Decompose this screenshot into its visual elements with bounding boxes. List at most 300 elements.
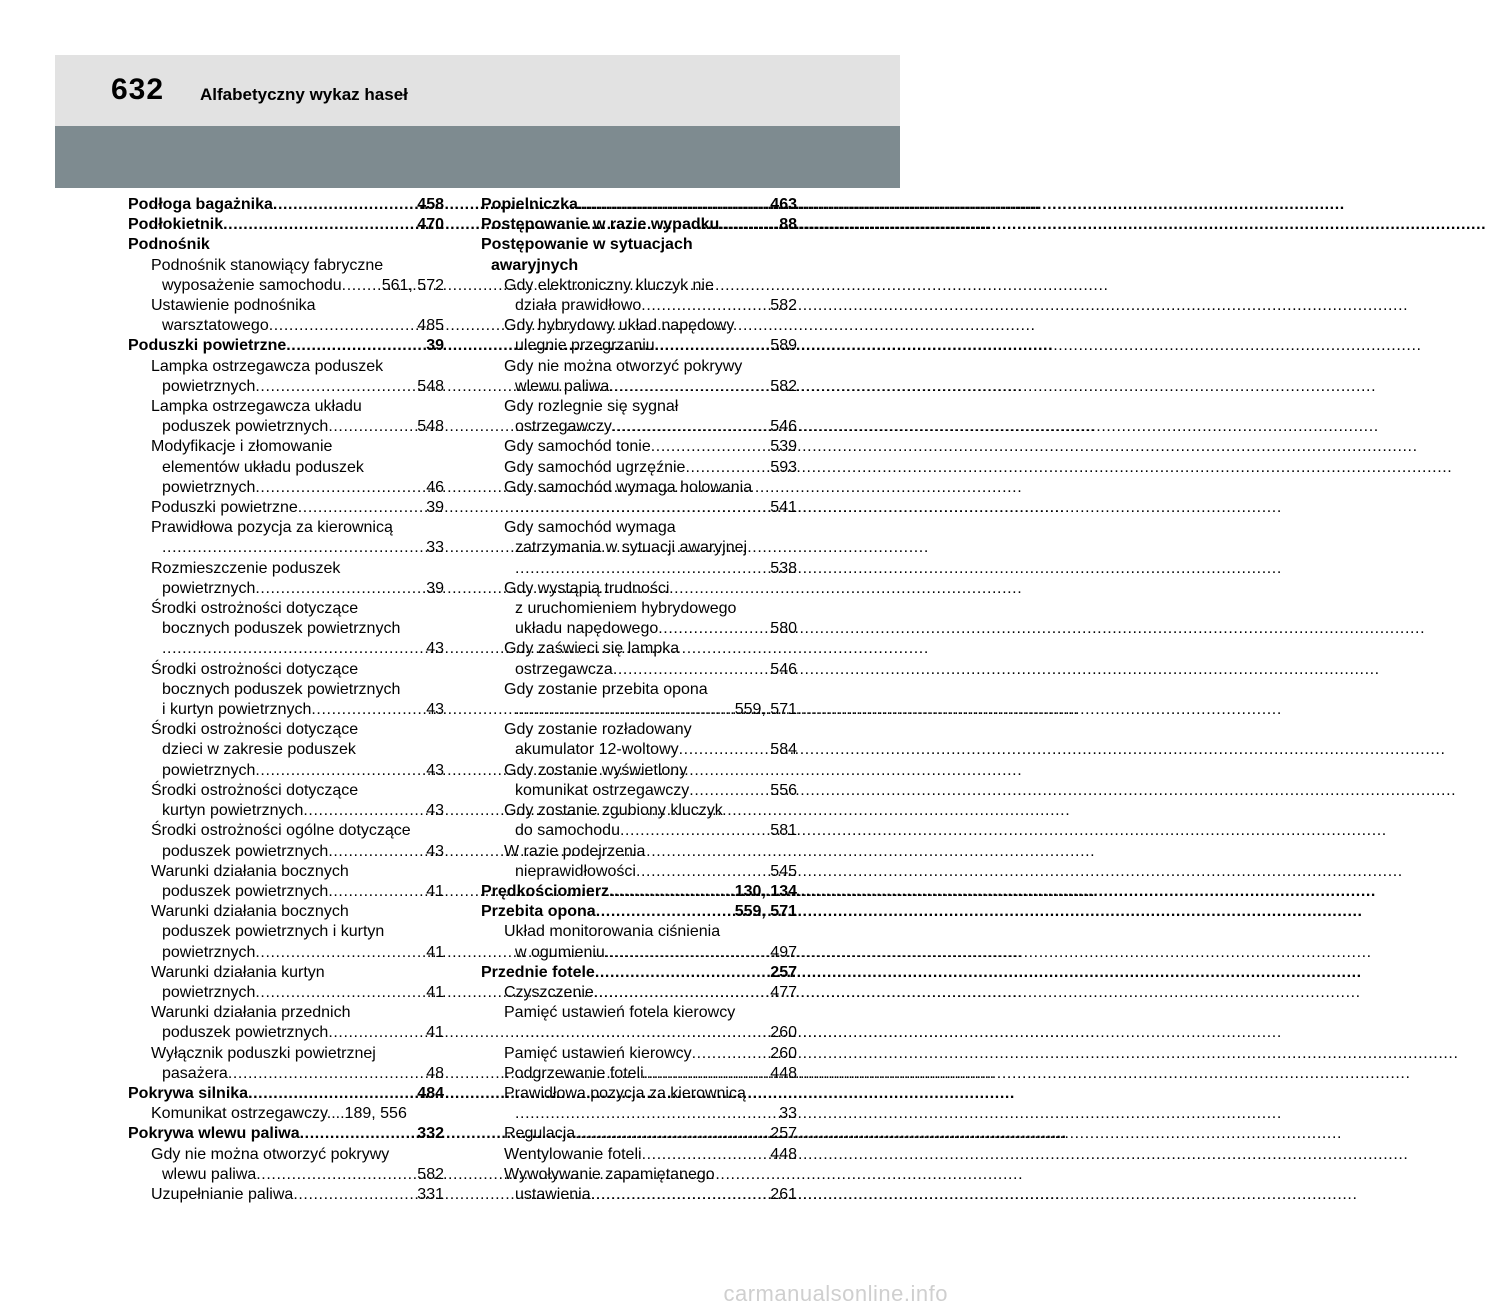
dot-leader bbox=[328, 842, 426, 862]
dot-leader bbox=[328, 1023, 426, 1043]
entry-text: Wywoływanie zapamiętanego bbox=[504, 1165, 715, 1183]
dot-leader bbox=[515, 1104, 779, 1124]
entry-page: 332 bbox=[417, 1125, 444, 1143]
index-entry bbox=[128, 377, 444, 397]
entry-page: 39 bbox=[426, 499, 444, 517]
index-entry bbox=[481, 1064, 797, 1084]
index-entry bbox=[481, 458, 797, 478]
index-entry bbox=[481, 842, 797, 862]
index-entry bbox=[128, 498, 444, 518]
entry-text: Postępowanie w razie wypadku bbox=[481, 216, 720, 234]
entry-text: Podgrzewanie foteli bbox=[504, 1064, 644, 1082]
entry-text: Gdy nie można otworzyć pokrywy bbox=[504, 357, 743, 375]
index-entry bbox=[128, 538, 444, 558]
index-entry bbox=[128, 801, 444, 821]
index-entry bbox=[481, 235, 797, 255]
index-entry bbox=[128, 256, 444, 276]
dot-leader bbox=[255, 761, 426, 781]
entry-text: Wyłącznik poduszki powietrznej bbox=[151, 1044, 376, 1062]
index-entry bbox=[481, 518, 797, 538]
entry-text: poduszek powietrznych bbox=[162, 418, 329, 436]
entry-page: 497 bbox=[770, 943, 797, 961]
entry-page: 260 bbox=[770, 1024, 797, 1042]
entry-page: 130, 134 bbox=[734, 882, 797, 900]
dot-leader bbox=[594, 983, 770, 1003]
entry-text: wyposażenie samochodu bbox=[162, 276, 342, 294]
entry-text: Popielniczka bbox=[481, 196, 578, 213]
entry-text: Gdy hybrydowy układ napędowy bbox=[504, 317, 735, 335]
entry-text: bocznych poduszek powietrznych bbox=[162, 620, 401, 638]
entry-text: Regulacja bbox=[504, 1125, 576, 1143]
index-entry bbox=[128, 660, 444, 680]
entry-text: komunikat ostrzegawczy bbox=[515, 781, 690, 799]
entry-text: Gdy zostanie rozładowany bbox=[504, 721, 692, 739]
entry-text: poduszek powietrznych i kurtyn bbox=[162, 923, 385, 941]
entry-page: 546 bbox=[770, 660, 797, 678]
dot-leader bbox=[342, 276, 382, 296]
entry-text: Lampka ostrzegawcza poduszek bbox=[151, 357, 384, 375]
dot-leader bbox=[620, 821, 770, 841]
index-entry bbox=[481, 781, 797, 801]
entry-text: Przednie fotele bbox=[481, 963, 595, 981]
dot-leader bbox=[256, 1165, 417, 1185]
entry-text: Gdy samochód tonie bbox=[504, 438, 651, 456]
dot-leader bbox=[609, 377, 770, 397]
entry-text: Gdy elektroniczny kluczyk nie bbox=[504, 276, 714, 294]
index-entry bbox=[128, 943, 444, 963]
dot-leader bbox=[515, 700, 735, 720]
page-number: 632 bbox=[111, 73, 165, 106]
entry-page: 41 bbox=[426, 983, 444, 1001]
entry-text: dzieci w zakresie poduszek bbox=[162, 741, 356, 759]
index-entry bbox=[481, 559, 797, 579]
entry-text: Podłoga bagażnika bbox=[128, 196, 273, 213]
index-entry bbox=[481, 1044, 797, 1064]
entry-page: 582 bbox=[770, 377, 797, 395]
index-entry bbox=[128, 437, 444, 457]
dot-leader bbox=[515, 498, 770, 518]
entry-text: Środki ostrożności ogólne dotyczące bbox=[151, 822, 411, 840]
index-entry bbox=[128, 1185, 444, 1205]
entry-text: pasażera bbox=[162, 1064, 228, 1082]
page-header bbox=[55, 55, 900, 131]
index-entry bbox=[128, 1145, 444, 1165]
dot-leader bbox=[300, 1124, 418, 1144]
index-entry bbox=[481, 882, 797, 902]
dot-leader bbox=[658, 619, 770, 639]
entry-text: i kurtyn powietrznych bbox=[162, 701, 312, 719]
entry-page: 477 bbox=[770, 983, 797, 1001]
dot-leader bbox=[303, 801, 426, 821]
index-entry bbox=[128, 922, 444, 942]
entry-text: do samochodu bbox=[515, 822, 620, 840]
index-entry bbox=[481, 336, 797, 356]
header-title: Alfabetyczny wykaz haseł bbox=[200, 85, 408, 104]
entry-page: 448 bbox=[770, 1064, 797, 1082]
entry-text: Prawidłowa pozycja za kierownicą bbox=[504, 1084, 746, 1102]
index-entry bbox=[128, 882, 444, 902]
index-entry bbox=[128, 639, 444, 659]
dot-leader bbox=[719, 215, 779, 235]
dot-leader bbox=[248, 1084, 417, 1104]
dot-leader bbox=[286, 336, 426, 356]
index-entry bbox=[481, 215, 797, 235]
entry-text: układu napędowego bbox=[515, 620, 659, 638]
dot-leader bbox=[328, 417, 417, 437]
index-entry bbox=[128, 357, 444, 377]
entry-text: Poduszki powietrzne bbox=[151, 499, 298, 517]
entry-text: Gdy samochód wymaga holowania bbox=[504, 478, 753, 496]
dot-leader bbox=[578, 195, 770, 215]
index-entry bbox=[128, 1165, 444, 1185]
index-entry bbox=[128, 559, 444, 579]
entry-page: 485 bbox=[417, 317, 444, 335]
dot-leader bbox=[591, 1185, 771, 1205]
entry-text: Gdy samochód wymaga bbox=[504, 519, 676, 537]
index-entry bbox=[481, 1003, 797, 1023]
index-entry bbox=[128, 1104, 444, 1124]
entry-page: 39 bbox=[426, 337, 444, 355]
index-entry bbox=[481, 397, 797, 417]
index-entry bbox=[481, 357, 797, 377]
entry-page: 88 bbox=[779, 216, 797, 234]
dot-leader bbox=[605, 943, 770, 963]
dot-leader bbox=[255, 478, 426, 498]
index-entry bbox=[128, 842, 444, 862]
index-entry bbox=[128, 700, 444, 720]
index-entry bbox=[128, 1023, 444, 1043]
index-entry bbox=[481, 417, 797, 437]
index-column-right bbox=[481, 195, 797, 1205]
entry-text: Gdy zostanie zgubiony kluczyk bbox=[504, 802, 723, 820]
dot-leader bbox=[162, 639, 426, 659]
entry-text: wlewu paliwa bbox=[515, 377, 610, 395]
entry-page: 43 bbox=[426, 640, 444, 658]
entry-page: 559, 571 bbox=[734, 701, 797, 719]
index-entry bbox=[128, 902, 444, 922]
entry-text: Przebita opona bbox=[481, 903, 596, 921]
index-entry bbox=[481, 801, 797, 821]
index-entry bbox=[481, 256, 797, 276]
index-entry bbox=[128, 518, 444, 538]
entry-page: 548 bbox=[417, 377, 444, 395]
entry-text: powietrznych bbox=[162, 983, 256, 1001]
index-entry bbox=[481, 862, 797, 882]
entry-page: 33 bbox=[426, 539, 444, 557]
entry-text: powietrznych bbox=[162, 377, 256, 395]
index-entry bbox=[128, 458, 444, 478]
index-entry bbox=[481, 498, 797, 518]
index-entry bbox=[481, 316, 797, 336]
index-entry bbox=[481, 902, 797, 922]
entry-text: Środki ostrożności dotyczące bbox=[151, 600, 359, 618]
index-entry bbox=[481, 740, 797, 760]
entry-page: 331 bbox=[417, 1185, 444, 1203]
entry-text: Rozmieszczenie poduszek bbox=[151, 559, 341, 577]
index-entry bbox=[128, 821, 444, 841]
index-column-left bbox=[128, 195, 444, 1205]
entry-text: Podłokietnik bbox=[128, 216, 224, 234]
dot-leader bbox=[255, 943, 426, 963]
index-entry bbox=[481, 660, 797, 680]
entry-page: 260 bbox=[770, 1044, 797, 1062]
entry-page: 43 bbox=[426, 802, 444, 820]
entry-text: Środki ostrożności dotyczące bbox=[151, 721, 359, 739]
index-entry bbox=[481, 296, 797, 316]
index-entry bbox=[481, 599, 797, 619]
entry-text: działa prawidłowo bbox=[515, 297, 642, 315]
dot-leader bbox=[293, 1185, 417, 1205]
entry-page: 43 bbox=[426, 842, 444, 860]
entry-text: Środki ostrożności dotyczące bbox=[151, 781, 359, 799]
index-entry bbox=[481, 720, 797, 740]
entry-text: Środki ostrożności dotyczące bbox=[151, 660, 359, 678]
index-entry bbox=[481, 1084, 797, 1104]
index-entry bbox=[128, 1084, 444, 1104]
index-entry bbox=[481, 983, 797, 1003]
dot-leader bbox=[612, 417, 770, 437]
entry-text: warsztatowego bbox=[162, 317, 269, 335]
entry-text: w ogumieniu bbox=[515, 943, 605, 961]
entry-page: 548 bbox=[417, 418, 444, 436]
entry-text: Gdy zostanie przebita opona bbox=[504, 680, 708, 698]
index-entry bbox=[128, 983, 444, 1003]
entry-text: ostrzegawcza bbox=[515, 660, 613, 678]
index-entry bbox=[481, 639, 797, 659]
index-entry bbox=[481, 437, 797, 457]
dot-leader bbox=[223, 215, 417, 235]
index-entry bbox=[481, 538, 797, 558]
entry-text: Postępowanie w sytuacjach bbox=[481, 236, 693, 254]
entry-text: z uruchomieniem hybrydowego bbox=[515, 600, 737, 618]
dot-leader bbox=[613, 660, 770, 680]
entry-text: Lampka ostrzegawcza układu bbox=[151, 398, 362, 416]
index-entry bbox=[128, 215, 444, 235]
entry-text: Gdy rozlegnie się sygnał bbox=[504, 398, 679, 416]
entry-text: Czyszczenie bbox=[504, 983, 594, 1001]
entry-page: 261 bbox=[770, 1185, 797, 1203]
dot-leader bbox=[328, 882, 426, 902]
entry-text: poduszek powietrznych bbox=[162, 1024, 329, 1042]
entry-page: 556 bbox=[770, 781, 797, 799]
index-entry bbox=[128, 296, 444, 316]
index-entry bbox=[128, 720, 444, 740]
index-entry bbox=[128, 478, 444, 498]
entry-page: 584 bbox=[770, 741, 797, 759]
index-entry bbox=[481, 276, 797, 296]
entry-text: powietrznych bbox=[162, 943, 256, 961]
entry-text: ustawienia bbox=[515, 1185, 591, 1203]
entry-text: Ustawienie podnośnika bbox=[151, 297, 316, 315]
entry-page: 580 bbox=[770, 620, 797, 638]
index-entry bbox=[128, 761, 444, 781]
index-entry bbox=[481, 377, 797, 397]
index-entry bbox=[128, 599, 444, 619]
entry-page: 33 bbox=[779, 1105, 797, 1123]
dot-leader bbox=[692, 1044, 771, 1064]
entry-text: Gdy zaświeci się lampka bbox=[504, 640, 680, 658]
entry-text: Warunki działania bocznych bbox=[151, 862, 349, 880]
entry-text: Wentylowanie foteli bbox=[504, 1145, 642, 1163]
entry-text: Podnośnik stanowiący fabryczne bbox=[151, 256, 384, 274]
index-entry bbox=[128, 680, 444, 700]
entry-text: akumulator 12-woltowy bbox=[515, 741, 679, 759]
dot-leader bbox=[596, 902, 735, 922]
entry-text: Komunikat ostrzegawczy....189, 556 bbox=[151, 1105, 407, 1123]
index-entry bbox=[128, 963, 444, 983]
index-entry bbox=[128, 862, 444, 882]
dot-leader bbox=[689, 781, 770, 801]
entry-text: kurtyn powietrznych bbox=[162, 802, 304, 820]
header-band bbox=[55, 126, 900, 188]
index-entry bbox=[481, 579, 797, 599]
entry-text: bocznych poduszek powietrznych bbox=[162, 680, 401, 698]
index-entry bbox=[481, 1124, 797, 1144]
entry-page: 538 bbox=[770, 559, 797, 577]
entry-text: poduszek powietrznych bbox=[162, 882, 329, 900]
entry-text: Warunki działania kurtyn bbox=[151, 963, 325, 981]
dot-leader bbox=[255, 579, 426, 599]
dot-leader bbox=[685, 458, 770, 478]
entry-text: Poduszki powietrzne bbox=[128, 337, 287, 355]
entry-text: powietrznych bbox=[162, 761, 256, 779]
index-entry bbox=[481, 195, 797, 215]
dot-leader bbox=[269, 316, 418, 336]
entry-page: 582 bbox=[770, 297, 797, 315]
entry-text: ostrzegawczy bbox=[515, 418, 612, 436]
dot-leader bbox=[515, 559, 770, 579]
index-entry bbox=[128, 740, 444, 760]
entry-page: 561, 572 bbox=[381, 276, 444, 294]
index-entry bbox=[128, 1064, 444, 1084]
dot-leader bbox=[655, 336, 771, 356]
entry-text: Podnośnik bbox=[128, 236, 210, 254]
entry-text: powietrznych bbox=[162, 579, 256, 597]
dot-leader bbox=[255, 983, 426, 1003]
entry-page: 545 bbox=[770, 862, 797, 880]
entry-page: 589 bbox=[770, 337, 797, 355]
entry-text: powietrznych bbox=[162, 478, 256, 496]
index-entry bbox=[481, 478, 797, 498]
entry-text: awaryjnych bbox=[491, 256, 579, 274]
entry-page: 257 bbox=[770, 1125, 797, 1143]
entry-page: 582 bbox=[417, 1165, 444, 1183]
entry-text: Pokrywa silnika bbox=[128, 1084, 249, 1102]
dot-leader bbox=[515, 1023, 770, 1043]
index-entry bbox=[128, 619, 444, 639]
dot-leader bbox=[641, 296, 770, 316]
entry-text: zatrzymania w sytuacji awaryjnej bbox=[515, 539, 748, 557]
entry-page: 39 bbox=[426, 579, 444, 597]
entry-text: Warunki działania przednich bbox=[151, 1004, 351, 1022]
index-entry bbox=[481, 700, 797, 720]
entry-text: Prawidłowa pozycja za kierownicą bbox=[151, 519, 393, 537]
entry-text: poduszek powietrznych bbox=[162, 842, 329, 860]
entry-text: Prędkościomierz bbox=[481, 882, 610, 900]
entry-page: 48 bbox=[426, 1064, 444, 1082]
index-entry bbox=[128, 316, 444, 336]
entry-page: 559, 571 bbox=[734, 903, 797, 921]
entry-page: 448 bbox=[770, 1145, 797, 1163]
entry-text: Pamięć ustawień kierowcy bbox=[504, 1044, 692, 1062]
index-entry bbox=[128, 781, 444, 801]
entry-text: Układ monitorowania ciśnienia bbox=[504, 923, 721, 941]
dot-leader bbox=[298, 498, 426, 518]
index-entry bbox=[481, 1145, 797, 1165]
entry-page: 484 bbox=[417, 1084, 444, 1102]
index-entry bbox=[481, 680, 797, 700]
dot-leader bbox=[575, 1124, 770, 1144]
entry-text: Gdy samochód ugrzęźnie bbox=[504, 458, 686, 476]
entry-page: 470 bbox=[417, 216, 444, 234]
index-entry bbox=[481, 821, 797, 841]
entry-text: wlewu paliwa bbox=[162, 1165, 257, 1183]
index-entry bbox=[128, 1044, 444, 1064]
entry-page: 43 bbox=[426, 701, 444, 719]
entry-text: Warunki działania bocznych bbox=[151, 903, 349, 921]
index-entry bbox=[481, 1104, 797, 1124]
dot-leader bbox=[595, 963, 770, 983]
index-entry bbox=[481, 1165, 797, 1185]
entry-page: 41 bbox=[426, 943, 444, 961]
dot-leader bbox=[651, 437, 771, 457]
entry-page: 581 bbox=[770, 822, 797, 840]
dot-leader bbox=[273, 195, 417, 215]
index-entry bbox=[481, 963, 797, 983]
dot-leader bbox=[228, 1064, 426, 1084]
index-entry bbox=[128, 1124, 444, 1144]
entry-page: 41 bbox=[426, 882, 444, 900]
entry-text: Gdy wystąpią trudności bbox=[504, 579, 670, 597]
index-entry bbox=[481, 1023, 797, 1043]
index-entry bbox=[128, 417, 444, 437]
index-entry bbox=[128, 276, 444, 296]
watermark: carmanualsonline.info bbox=[723, 1281, 948, 1306]
dot-leader bbox=[162, 538, 426, 558]
index-entry bbox=[481, 619, 797, 639]
dot-leader bbox=[255, 377, 417, 397]
dot-leader bbox=[642, 1145, 771, 1165]
index-entry bbox=[481, 761, 797, 781]
index-entry bbox=[128, 397, 444, 417]
entry-text: Gdy zostanie wyświetlony bbox=[504, 761, 688, 779]
entry-page: 539 bbox=[770, 438, 797, 456]
entry-text: nieprawidłowości bbox=[515, 862, 636, 880]
entry-page: 546 bbox=[770, 418, 797, 436]
entry-page: 458 bbox=[417, 196, 444, 213]
entry-text: Uzupełnianie paliwa bbox=[151, 1185, 294, 1203]
dot-leader bbox=[636, 862, 770, 882]
index-entry bbox=[128, 336, 444, 356]
dot-leader bbox=[644, 1064, 771, 1084]
dot-leader bbox=[609, 882, 735, 902]
index-entry bbox=[481, 922, 797, 942]
entry-text: Pokrywa wlewu paliwa bbox=[128, 1125, 300, 1143]
index-entry bbox=[128, 235, 444, 255]
index-entry bbox=[128, 1003, 444, 1023]
entry-text: ulegnie przegrzaniu bbox=[515, 337, 655, 355]
dot-leader bbox=[679, 740, 771, 760]
dot-leader bbox=[311, 700, 426, 720]
entry-page: 257 bbox=[770, 963, 797, 981]
entry-text: Pamięć ustawień fotela kierowcy bbox=[504, 1004, 736, 1022]
entry-text: W razie podejrzenia bbox=[504, 842, 646, 860]
index-entry bbox=[481, 943, 797, 963]
entry-text: Gdy nie można otworzyć pokrywy bbox=[151, 1145, 390, 1163]
entry-text: Modyfikacje i złomowanie bbox=[151, 438, 333, 456]
index-entry bbox=[481, 1185, 797, 1205]
entry-page: 593 bbox=[770, 458, 797, 476]
